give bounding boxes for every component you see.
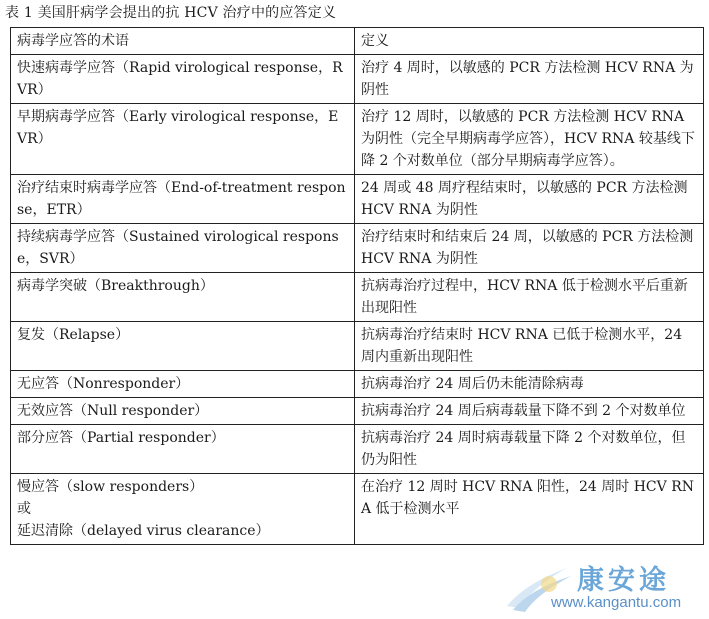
definition-cell: 抗病毒治疗 24 周后仍未能清除病毒 [355, 371, 704, 398]
table-caption: 表 1 美国肝病学会提出的抗 HCV 治疗中的应答定义 [5, 5, 337, 21]
term-cell [11, 322, 355, 371]
term-text: 无效应答（Null responder） [17, 403, 209, 419]
definition-cell: 在治疗 12 周时 HCV RNA 阳性，24 周时 HCV RNA 低于检测水平 [355, 474, 704, 545]
table-row [11, 175, 704, 224]
watermark-name: 康安途 [577, 565, 670, 596]
term-cell [11, 398, 355, 425]
term-cell [11, 273, 355, 322]
term-text: 治疗结束时病毒学应答（End-of-treatment response，ETR） [17, 180, 346, 218]
table-row [11, 474, 704, 545]
table-row [11, 398, 704, 425]
table-body [11, 55, 704, 545]
definition-cell: 抗病毒治疗过程中，HCV RNA 低于检测水平后重新出现阳性 [355, 273, 704, 322]
header-term: 病毒学应答的术语 [11, 28, 355, 55]
table-row [11, 322, 704, 371]
table-row [11, 104, 704, 175]
term-cell [11, 175, 355, 224]
term-cell [11, 55, 355, 104]
term-cell [11, 474, 355, 545]
definition-cell: 24 周或 48 周疗程结束时，以敏感的 PCR 方法检测 HCV RNA 为阴性 [355, 175, 704, 224]
definition-cell: 治疗 12 周时，以敏感的 PCR 方法检测 HCV RNA 为阴性（完全早期病毒学应答），HCV RNA 较基线下降 2 个对数单位（部分早期病毒学应答）。 [355, 104, 704, 175]
term-cell [11, 371, 355, 398]
table-row [11, 425, 704, 474]
term-text: 复发（Relapse） [17, 327, 130, 343]
term-text: 快速病毒学应答（Rapid virological response，RVR） [17, 60, 343, 98]
watermark [505, 556, 705, 616]
term-text: 早期病毒学应答（Early virological response，EVR） [17, 109, 339, 147]
term-cell [11, 224, 355, 273]
watermark-url: www.kangantu.com [551, 594, 682, 611]
term-text: 慢应答（slow responders） [17, 479, 204, 495]
definition-table [10, 27, 704, 545]
definition-cell: 治疗结束时和结束后 24 周，以敏感的 PCR 方法检测 HCV RNA 为阴性 [355, 224, 704, 273]
table-row [11, 224, 704, 273]
table-row [11, 371, 704, 398]
term-cell [11, 104, 355, 175]
header-definition: 定义 [355, 28, 704, 55]
term-text: 无应答（Nonresponder） [17, 376, 190, 392]
term-text: 持续病毒学应答（Sustained virological response，SVR） [17, 229, 339, 267]
definition-cell: 抗病毒治疗结束时 HCV RNA 已低于检测水平，24 周内重新出现阳性 [355, 322, 704, 371]
table-row [11, 55, 704, 104]
definition-cell: 治疗 4 周时，以敏感的 PCR 方法检测 HCV RNA 为阴性 [355, 55, 704, 104]
term-text: 病毒学突破（Breakthrough） [17, 278, 214, 294]
definition-cell: 抗病毒治疗 24 周时病毒载量下降 2 个对数单位，但仍为阳性 [355, 425, 704, 474]
table-header-row [11, 28, 704, 55]
term-cell [11, 425, 355, 474]
table-row [11, 273, 704, 322]
term-text: 部分应答（Partial responder） [17, 430, 225, 446]
definition-cell: 抗病毒治疗 24 周后病毒载量下降不到 2 个对数单位 [355, 398, 704, 425]
term-text: 或 [17, 501, 31, 517]
term-text: 延迟清除（delayed virus clearance） [17, 523, 270, 539]
